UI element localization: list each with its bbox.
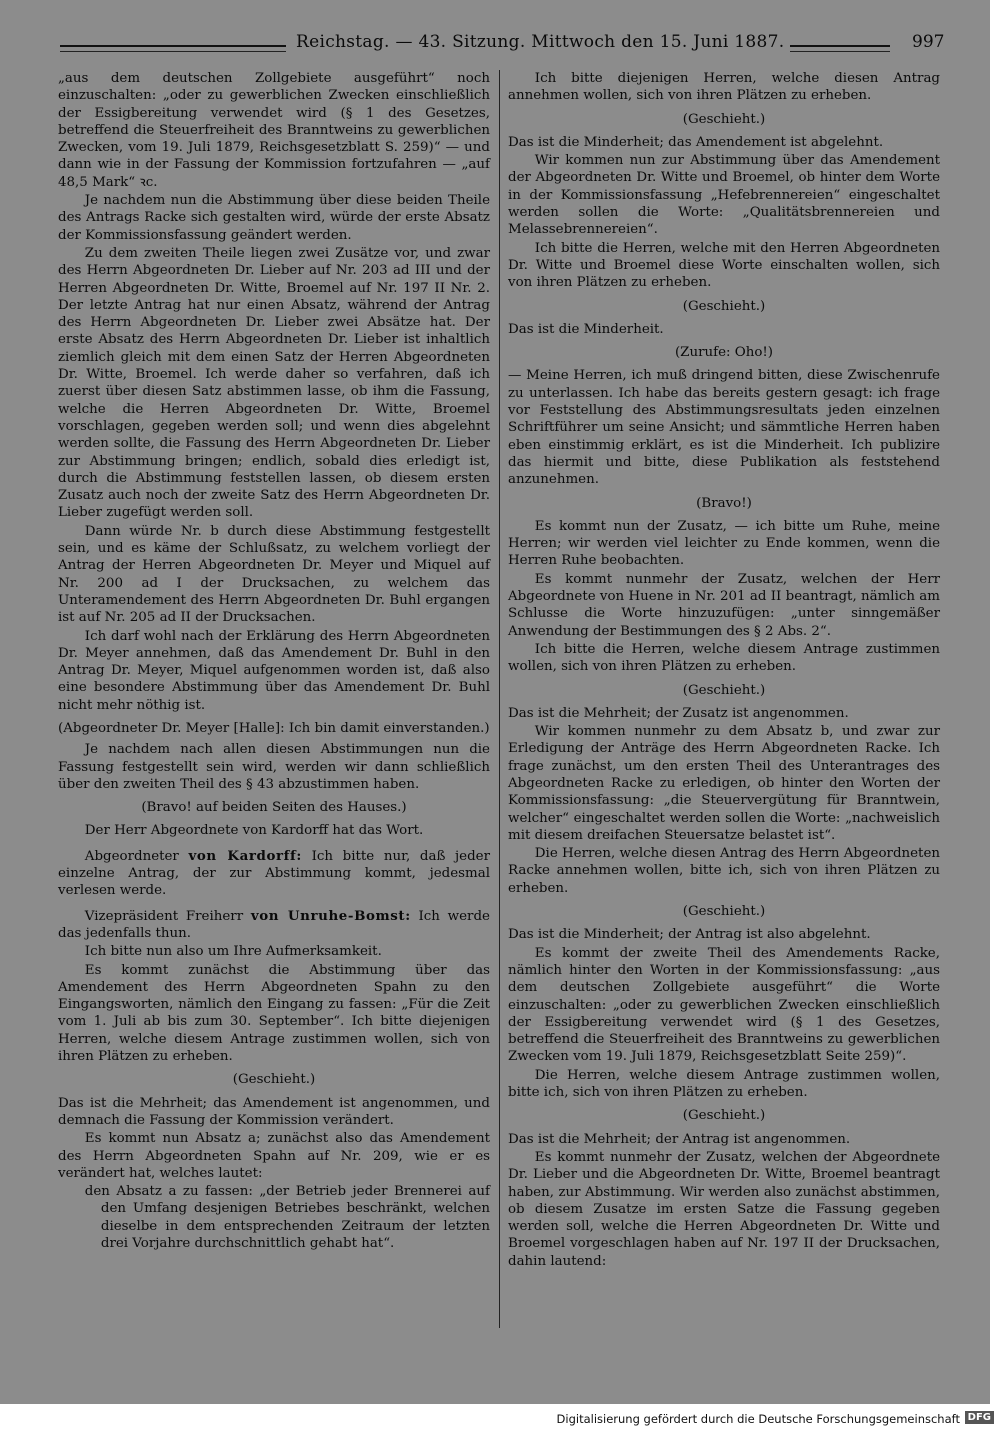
stage-direction: (Geschieht.)	[682, 682, 766, 698]
header-rule-left	[60, 45, 286, 47]
paragraph: Der Herr Abgeordnete von Kardorff hat das Wort.	[84, 823, 424, 839]
stage-direction: (Geschieht.)	[682, 298, 766, 314]
quoted-motion: den Absatz a zu fassen: „der Betrieb jeder Brennerei auf den Umfang desjenigen Betriebes beschränkt, welchen dieselbe in dem entsprechenden Zeitraum der letzten drei Vorjahre durchschnittlich gehabt hat“.	[84, 1184, 490, 1251]
stage-direction: (Geschieht.)	[682, 111, 766, 127]
paragraph: Es kommt nunmehr der Zusatz, welchen der Abgeordnete Dr. Lieber und die Abgeordneten Dr. Witte, Broemel beantragt haben, zur Abstimmung. Wir werden also zunächst abstimmen, ob diesem Zusatze im ersten Satze die Fassung gegeben werden soll, welche die Herren Abgeordneten Dr. Witte und Broemel vorgeschlagen haben auf Nr. 197 II der Drucksachen, dahin lautend:	[508, 1149, 940, 1269]
header-title: Reichstag. — 43. Sitzung. Mittwoch den 15. Juni 1887.	[296, 32, 785, 52]
paragraph: Es kommt der zweite Theil des Amendements Racke, nämlich hinter den Worten in der Kommissionsfassung: „aus dem deutschen Zollgebiete ausgeführt“ die Worte einzuschalten: „oder zu gewerblichen Zwecken einschließlich der Essigbereitung verwendet wird (§ 1 des Gesetzes, betreffend die Steuerfreiheit des Branntweins zu gewerblichen Zwecken vom 19. Juli 1879, Reichsgesetzblatt Seite 259)“.	[508, 945, 940, 1065]
paragraph: Je nachdem nach allen diesen Abstimmungen nun die Fassung festgestellt sein wird, werden wir dann schließlich über den zweiten Theil des § 43 abzustimmen haben.	[58, 742, 490, 792]
stage-direction: (Geschieht.)	[682, 904, 766, 920]
stage-direction: (Bravo!)	[696, 495, 752, 511]
stage-direction: (Zurufe: Oho!)	[674, 345, 774, 361]
paragraph: Wir kommen nun zur Abstimmung über das Amendement der Abgeordneten Dr. Witte und Broemel, ob hinter dem Worte in der Kommissionsfassung „Hefebrennereien“ eingeschaltet werden sollen die Worte: „Qualitätsbrennereien und Melassebrennereien“.	[508, 153, 940, 238]
paragraph: Je nachdem nun die Abstimmung über diese beiden Theile des Antrags Racke sich gestalten wird, würde der erste Absatz der Kommissionsfassung geändert werden.	[58, 193, 490, 243]
stage-direction: (Bravo! auf beiden Seiten des Hauses.)	[141, 800, 407, 816]
right-column	[508, 70, 940, 1271]
stage-direction: (Geschieht.)	[232, 1072, 316, 1088]
speech-paragraph	[58, 848, 490, 900]
footer-credit: Digitalisierung gefördert durch die Deutsche Forschungsgemeinschaft	[556, 1412, 960, 1426]
paragraph: Wir kommen nunmehr zu dem Absatz b, und zwar zur Erledigung der Anträge des Herrn Abgeordneten Racke. Ich frage zunächst, um den ersten Theil des Unterantrages des Abgeordneten Racke zu erledigen, ob hinter den Worten der Kommissionsfassung: „die Steuervergütung für Branntwein, welcher“ eingeschaltet werden sollen die Worte: „nachweislich mit diesem dreifachen Steuersatze belastet ist“.	[508, 724, 940, 843]
header-rule-right	[790, 45, 890, 47]
paragraph: Die Herren, welche diesem Antrage zustimmen wollen, bitte ich, sich von ihren Plätzen zu erheben.	[508, 1067, 940, 1101]
paragraph: Das ist die Minderheit; der Antrag ist also abgelehnt.	[508, 927, 871, 943]
paragraph: Ich bitte die Herren, welche diesem Antrage zustimmen wollen, sich von ihren Plätzen zu erheben.	[508, 641, 940, 675]
paragraph: Ich darf wohl nach der Erklärung des Herrn Abgeordneten Dr. Meyer annehmen, daß das Amendement Dr. Buhl in den Antrag Dr. Meyer, Miquel aufgenommen worden ist, daß also eine besondere Abstimmung über das Amendement Dr. Buhl nicht mehr nöthig ist.	[58, 628, 490, 713]
speaker-name: von Kardorff:	[188, 847, 302, 864]
paragraph: Dann würde Nr. b durch diese Abstimmung festgestellt sein, und es käme der Schlußsatz, zu welchem vorliegt der Antrag der Herren Abgeordneten Dr. Meyer und Miquel auf Nr. 200 ad I der Drucksachen, zu welchem das Unteramendement des Herrn Abgeordneten Dr. Buhl ergangen ist auf Nr. 205 ad II der Drucksachen.	[58, 523, 490, 626]
page-footer	[0, 1406, 1000, 1432]
speaker-name: von Unruhe-Bomst:	[250, 907, 411, 924]
speaker-role: Abgeordneter	[84, 848, 179, 864]
paragraph: Das ist die Minderheit; das Amendement ist abgelehnt.	[508, 134, 884, 150]
speech-text: Ich werde das jedenfalls thun.	[58, 908, 490, 941]
speaker-role: Vizepräsident Freiherr	[84, 908, 244, 924]
paragraph: Das ist die Mehrheit; der Zusatz ist angenommen.	[508, 705, 849, 721]
paragraph: Ich bitte nun also um Ihre Aufmerksamkeit.	[84, 944, 382, 960]
paragraph: Ich bitte die Herren, welche mit den Herren Abgeordneten Dr. Witte und Broemel diese Worte einschalten wollen, sich von ihren Plätzen zu erheben.	[508, 240, 940, 291]
paragraph: Es kommt zunächst die Abstimmung über das Amendement des Herrn Abgeordneten Spahn zu den Eingangsworten, nämlich den Eingang zu fassen: „Für die Zeit vom 1. Juli ab bis zum 30. September“. Ich bitte diejenigen Herren, welche diesem Antrage zustimmen wollen, sich von ihren Plätzen zu erheben.	[58, 962, 490, 1065]
paragraph: Zu dem zweiten Theile liegen zwei Zusätze vor, und zwar des Herrn Abgeordneten Dr. Lieber auf Nr. 203 ad III und der Herren Abgeordneten Dr. Witte, Broemel auf Nr. 197 II Nr. 2. Der letzte Antrag hat nur einen Absatz, während der Antrag des Herrn Abgeordneten Dr. Lieber zwei Absätze hat. Der erste Absatz des Herrn Abgeordneten Dr. Lieber ist inhaltlich ziemlich gleich mit dem einen Satz der Herren Abgeordneten Dr. Witte, Broemel. Ich werde daher so verfahren, daß ich zuerst über diesen Satz abstimmen lasse, ob ihm die Fassung, welche die Herren Abgeordneten Dr. Witte, Broemel vorschlagen, gegeben werden soll; und wenn dies abgelehnt werden sollte, die Fassung des Herrn Abgeordneten Dr. Lieber zur Abstimmung bringen; endlich, sobald dies erledigt ist, durch die Abstimmung feststellen lassen, ob diesem ersten Zusatz auch noch der zweite Satz des Herrn Abgeordneten Dr. Lieber zugefügt werden soll.	[58, 245, 490, 521]
paragraph: Das ist die Minderheit.	[508, 321, 664, 337]
paragraph: Es kommt nunmehr der Zusatz, welchen der Herr Abgeordnete von Huene in Nr. 201 ad II beantragt, nämlich am Schlusse die Worte hinzuzufügen: „unter sinngemäßer Anwendung der Bestimmungen des § 2 Abs. 2“.	[508, 571, 940, 639]
interjection: (Abgeordneter Dr. Meyer [Halle]: Ich bin damit einverstanden.)	[58, 720, 490, 736]
paragraph: Das ist die Mehrheit; das Amendement ist angenommen, und demnach die Fassung der Kommission verändert.	[58, 1095, 490, 1128]
paragraph: „aus dem deutschen Zollgebiete ausgeführt“ noch einzuschalten: „oder zu gewerblichen Zwecken einschließlich der Essigbereitung verwendet wird (§ 1 des Gesetzes, betreffend die Steuerfreiheit des Branntweins zu gewerblichen Zwecken, vom 19. Juli 1879, Reichsgesetzblatt S. 259)“ — und dann wie in der Fassung der Kommission fortzufahren — „auf 48,5 Mark“ ꝛc.	[58, 71, 490, 190]
dfg-logo: DFG	[965, 1411, 994, 1424]
page-header	[60, 28, 960, 58]
speech-text: Ich bitte nur, daß jeder einzelne Antrag, der zur Abstimmung kommt, jedesmal verlesen werde.	[58, 848, 490, 899]
stage-direction: (Geschieht.)	[682, 1108, 766, 1124]
paragraph: Es kommt nun Absatz a; zunächst also das Amendement des Herrn Abgeordneten Spahn auf Nr. 209, wie er es verändert hat, welches lautet:	[58, 1131, 490, 1181]
paragraph: Die Herren, welche diesen Antrag des Herrn Abgeordneten Racke annehmen wollen, bitte ich, sich von ihren Plätzen zu erheben.	[508, 846, 940, 896]
speech-paragraph	[58, 908, 490, 943]
page-number: 997	[912, 32, 945, 52]
left-column	[58, 70, 490, 1253]
paragraph: Es kommt nun der Zusatz, — ich bitte um Ruhe, meine Herren; wir werden viel leichter zu Ende kommen, wenn die Herren Ruhe beobachten.	[508, 518, 940, 569]
paragraph: Das ist die Mehrheit; der Antrag ist angenommen.	[508, 1131, 851, 1147]
paragraph: — Meine Herren, ich muß dringend bitten, diese Zwischenrufe zu unterlassen. Ich habe das bereits gestern gesagt: ich frage vor Feststellung des Abstimmungsresultats jeden einzelnen Schriftführer um seine Ansicht; und sämmtliche Herren haben eben einstimmig erklärt, es ist die Minderheit. Ich publizire das hiermit und bitte, diese Publikation als feststehend anzunehmen.	[508, 368, 940, 488]
paragraph: Ich bitte diejenigen Herren, welche diesen Antrag annehmen wollen, sich von ihren Plätzen zu erheben.	[508, 71, 940, 104]
column-divider	[499, 70, 500, 1328]
